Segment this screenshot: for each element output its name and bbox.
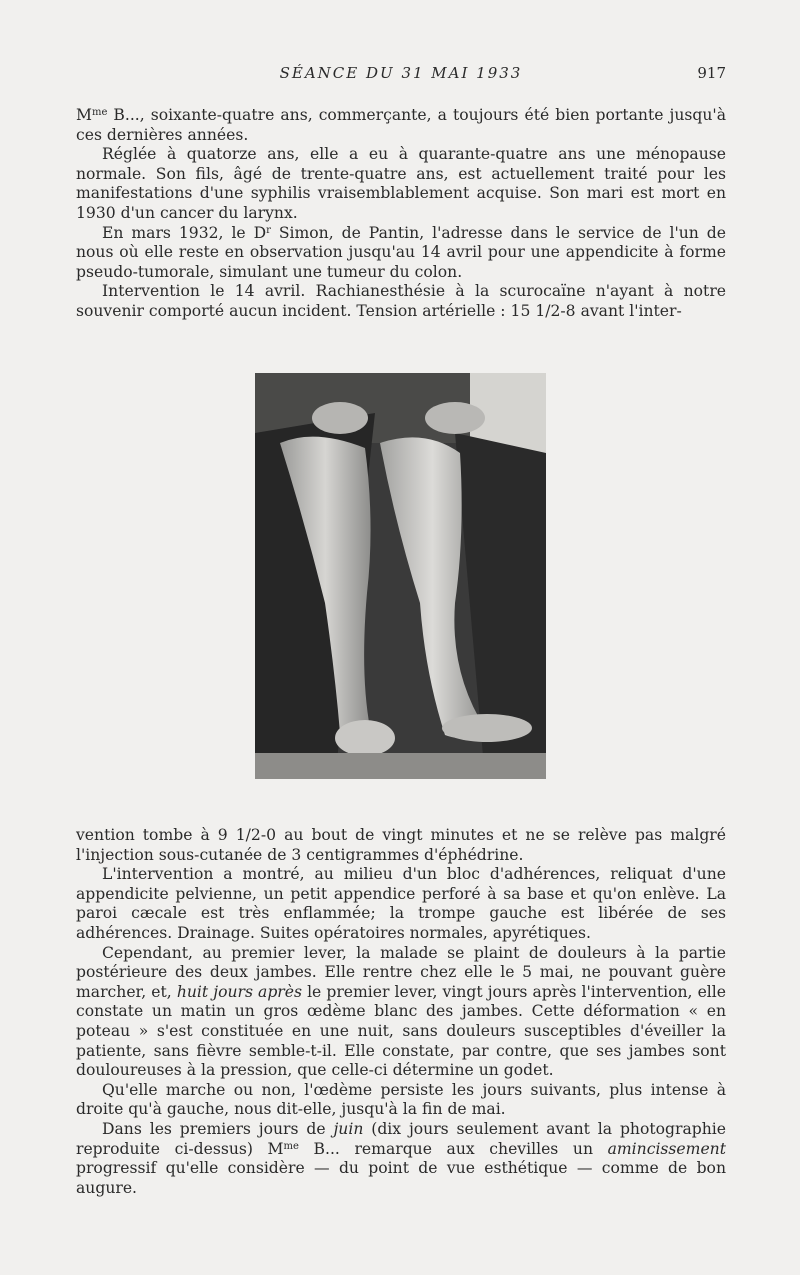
paragraph: Réglée à quatorze ans, elle a eu à quarante-quatre ans une ménopause normale. Son fils, âgé de trente-quatre ans, est actuellement traité pour les manifestations d'une syphilis vraisemblablement acquise. Son mari est mort en 1930 d'un cancer du larynx. <box>76 145 726 222</box>
paragraph: L'intervention a montré, au milieu d'un bloc d'adhérences, reliquat d'une appendicite pelvienne, un petit appendice perforé à sa base et qu'on enlève. La paroi cæcale est très enflammée; la trompe gauche est libérée de ses adhérences. Drainage. Suites opératoires normales, apyrétiques. <box>76 865 726 942</box>
text-block-top <box>76 106 726 322</box>
paragraph: Cependant, au premier lever, la malade se plaint de douleurs à la partie postérieure des deux jambes. Elle rentre chez elle le 5 mai, ne pouvant guère marcher, et, huit jours après le premier lever, vingt jours après l'intervention, elle constate un matin un gros œdème blanc des jambes. Cette déformation « en poteau » s'est constituée en une nuit, sans douleurs susceptibles d'éveiller la patiente, sans fièvre semble-t-il. Elle constate, par contre, que ses jambes sont douloureuses à la pression, que celle-ci détermine un godet. <box>76 943 726 1080</box>
paragraph: Dans les premiers jours de juin (dix jours seulement avant la photographie reproduite ci-dessus) $M^{me}$ B... remarque aux chevilles un amincissement progressif qu'elle considère — du point de vue esthétique — comme de bon augure. <box>76 1119 726 1197</box>
running-title: SÉANCE DU 31 MAI 1933 <box>279 64 523 82</box>
page-number: 917 <box>697 64 726 82</box>
paragraph: Intervention le 14 avril. Rachianesthésie à la scurocaïne n'ayant à notre souvenir comporté aucun incident. Tension artérielle : 15 1/2-8 avant l'inter- <box>76 282 726 320</box>
text-block-bottom <box>76 826 726 1198</box>
running-header <box>76 64 726 86</box>
photograph-figure <box>255 373 546 779</box>
paragraph: vention tombe à 9 1/2-0 au bout de vingt minutes et ne se relève pas malgré l'injection sous-cutanée de 3 centigrammes d'éphédrine. <box>76 826 726 864</box>
paragraph: En mars 1932, le $D^r$ Simon, de Pantin, l'adresse dans le service de l'un de nous où elle reste en observation jusqu'au 14 avril pour une appendicite à forme pseudo-tumorale, simulant une tumeur du colon. <box>76 223 726 281</box>
photograph-of-legs-icon <box>255 373 546 779</box>
paragraph: Qu'elle marche ou non, l'œdème persiste les jours suivants, plus intense à droite qu'à gauche, nous dit-elle, jusqu'à la fin de mai. <box>76 1080 726 1119</box>
paragraph: $M^{me}$ B..., soixante-quatre ans, commerçante, a toujours été bien portante jusqu'à ces dernières années. <box>76 106 726 144</box>
